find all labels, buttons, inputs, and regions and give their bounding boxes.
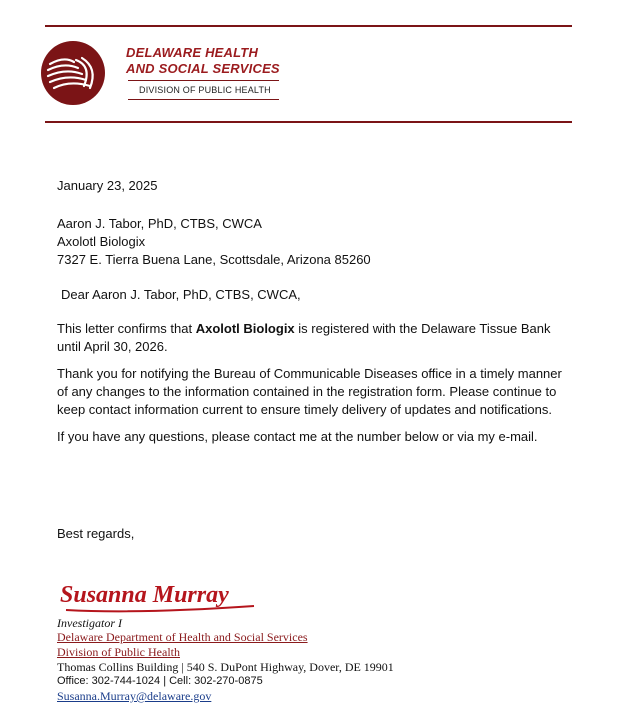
org-name-line1: DELAWARE HEALTH bbox=[126, 45, 259, 60]
confirmation-text-after: is registered with the Delaware Tissue Bank bbox=[294, 321, 551, 336]
signer-address: Thomas Collins Building | 540 S. DuPont Highway, Dover, DE 19901 bbox=[57, 660, 394, 674]
confirmation-text-before: This letter confirms that bbox=[57, 321, 196, 336]
org-divider-top bbox=[128, 80, 279, 81]
questions-paragraph: If you have any questions, please contact me at the number below or via my e-mail. bbox=[57, 429, 538, 444]
email-link[interactable]: Susanna.Murray@delaware.gov bbox=[57, 689, 212, 703]
division-name: DIVISION OF PUBLIC HEALTH bbox=[139, 85, 271, 95]
signer-phones: Office: 302-744-1024 | Cell: 302-270-0875 bbox=[57, 675, 263, 687]
notification-paragraph-line2: of any changes to the information contained in the registration form. Please continue to bbox=[57, 384, 557, 399]
closing: Best regards, bbox=[57, 526, 135, 541]
notification-paragraph-line3: keep contact information current to ensure timely delivery of updates and notifications. bbox=[57, 402, 552, 417]
confirmation-paragraph-line2: until April 30, 2026. bbox=[57, 339, 168, 354]
letterhead-top-rule bbox=[45, 25, 572, 27]
company-name-bold: Axolotl Biologix bbox=[195, 321, 295, 336]
recipient-name: Aaron J. Tabor, PhD, CTBS, CWCA bbox=[57, 216, 262, 231]
department-link[interactable]: Delaware Department of Health and Social Services bbox=[57, 630, 308, 644]
letterhead-bottom-rule bbox=[45, 121, 572, 123]
signature-script: Susanna Murray bbox=[60, 582, 229, 608]
division-link[interactable]: Division of Public Health bbox=[57, 645, 180, 659]
handwritten-signature bbox=[58, 578, 268, 618]
org-divider-bottom bbox=[128, 99, 279, 100]
confirmation-paragraph-line1 bbox=[57, 320, 550, 338]
org-name-line2: AND SOCIAL SERVICES bbox=[126, 61, 280, 76]
notification-paragraph-line1: Thank you for notifying the Bureau of Communicable Diseases office in a timely manner bbox=[57, 366, 562, 381]
recipient-company: Axolotl Biologix bbox=[57, 234, 146, 249]
recipient-address: 7327 E. Tierra Buena Lane, Scottsdale, Arizona 85260 bbox=[57, 252, 371, 267]
salutation: Dear Aaron J. Tabor, PhD, CTBS, CWCA, bbox=[61, 287, 301, 302]
dhss-logo bbox=[40, 40, 106, 106]
letter-date: January 23, 2025 bbox=[57, 178, 158, 193]
signer-title: Investigator I bbox=[57, 616, 122, 630]
